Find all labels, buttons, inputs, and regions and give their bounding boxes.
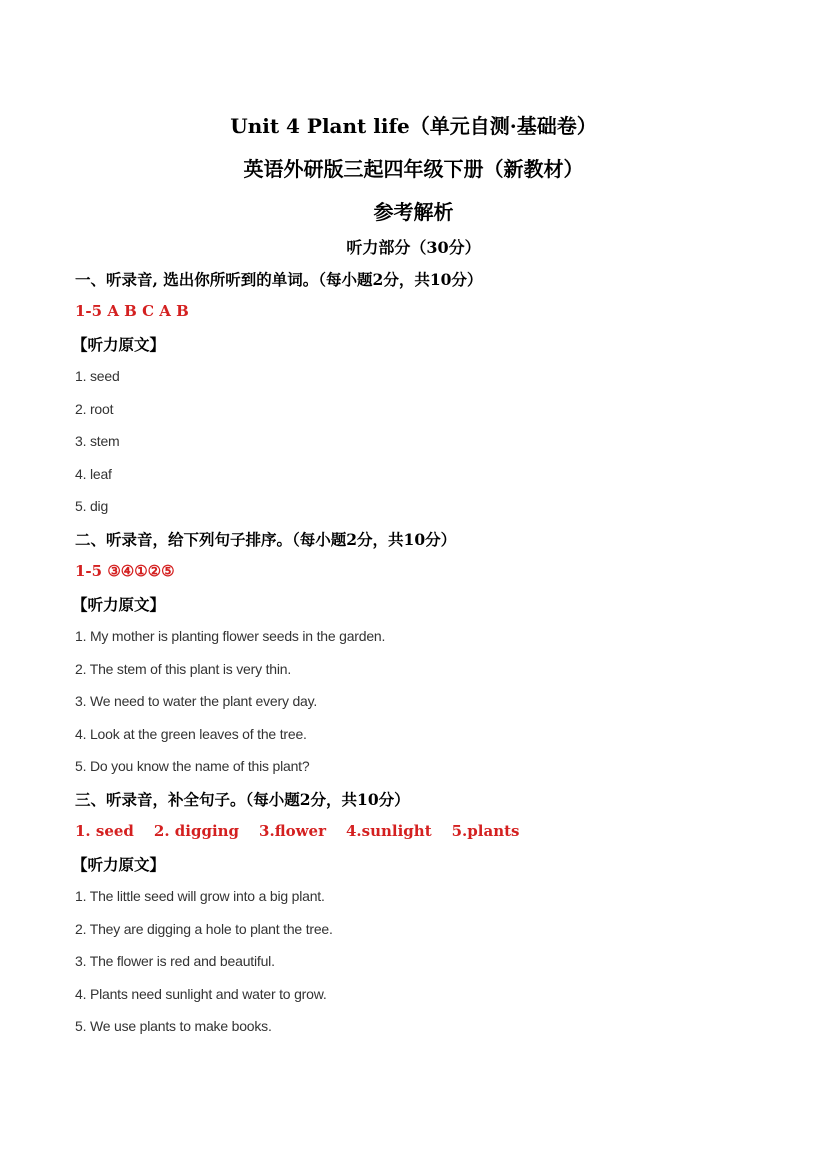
answer-item: 4.sunlight [345, 822, 432, 840]
list-item: 2. They are digging a hole to plant the tree. [75, 921, 333, 937]
list-item: 3. The flower is red and beautiful. [75, 953, 275, 969]
list-item: 1. seed [75, 368, 120, 384]
part3-answers [75, 822, 539, 840]
part1-tag: 【听力原文】 [72, 335, 166, 354]
document-title: Unit 4 Plant life（单元自测·基础卷） [230, 114, 597, 138]
list-item: 5. Do you know the name of this plant? [75, 758, 310, 774]
part3-heading: 三、听录音，补全句子。（每小题2分，共10分） [75, 790, 410, 809]
list-item: 3. We need to water the plant every day. [75, 693, 318, 709]
part2-answer: 1-5 ③④①②⑤ [75, 562, 175, 580]
list-item: 4. Look at the green leaves of the tree. [75, 726, 307, 742]
document-subtitle: 英语外研版三起四年级下册（新教材） [243, 157, 584, 181]
section-title: 听力部分（30分） [346, 238, 481, 257]
list-item: 3. stem [75, 433, 120, 449]
list-item: 1. The little seed will grow into a big plant. [75, 888, 325, 904]
part2-heading: 二、听录音，给下列句子排序。（每小题2分，共10分） [75, 530, 457, 549]
answer-item: 3.flower [259, 822, 326, 840]
answer-item: 2. digging [153, 822, 240, 840]
list-item: 2. The stem of this plant is very thin. [75, 661, 292, 677]
document-type: 参考解析 [373, 200, 454, 224]
list-item: 4. leaf [75, 466, 112, 482]
list-item: 2. root [75, 401, 114, 417]
part3-tag: 【听力原文】 [72, 855, 166, 874]
list-item: 5. dig [75, 498, 109, 514]
answer-item: 5.plants [451, 822, 520, 840]
list-item: 1. My mother is planting flower seeds in the garden. [75, 628, 386, 644]
list-item: 4. Plants need sunlight and water to grow. [75, 986, 327, 1002]
part1-heading: 一、听录音, 选出你所听到的单词。（每小题2分，共10分） [75, 270, 483, 289]
answer-item: 1. seed [75, 822, 134, 840]
list-item: 5. We use plants to make books. [75, 1018, 272, 1034]
part1-answer: 1-5 A B C A B [75, 302, 189, 320]
part2-tag: 【听力原文】 [72, 595, 166, 614]
